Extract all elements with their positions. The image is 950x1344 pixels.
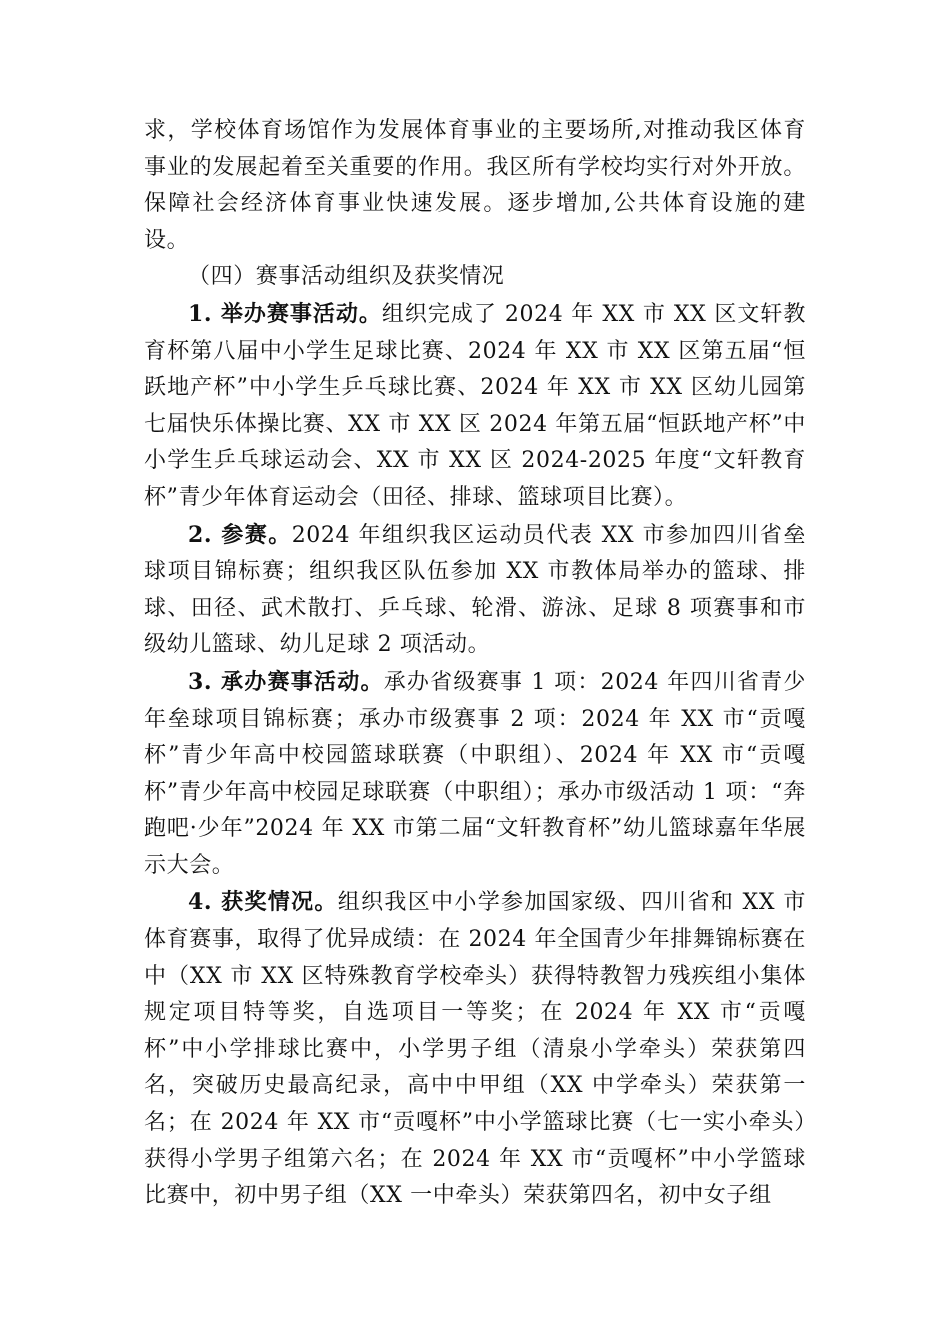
document-body <box>144 113 806 1215</box>
item-1-lead: 1. 举办赛事活动。 <box>188 300 382 327</box>
item-4-body: 组织我区中小学参加国家级、四川省和 XX 市体育赛事，取得了优异成绩：在 2024 年全国青少年排舞锦标赛在中（XX 市 XX 区特殊教育学校牵头）获得特教智力残疾组小集体规定项目特等奖，自选项目一等奖；在 2024 年 XX 市“贡嘎杯”中小学排球比赛中，小学男子组（清泉小学牵头）荣获第四名，突破历史最高纪录，高中中甲组（XX 中学牵头）荣获第一名；在 2024 年 XX 市“贡嘎杯”中小学篮球比赛（七一实小牵头）获得小学男子组第六名；在 2024 年 XX 市“贡嘎杯”中小学篮球比赛中，初中男子组（XX 一中牵头）荣获第四名，初中女子组 <box>144 890 806 1209</box>
item-3-body: 承办省级赛事 1 项：2024 年四川省青少年垒球项目锦标赛；承办市级赛事 2 项：2024 年 XX 市“贡嘎杯”青少年高中校园篮球联赛（中职组）、2024 年 XX 市“贡嘎杯”青少年高中校园足球联赛（中职组）；承办市级活动 1 项：“奔跑吧·少年”2024 年 XX 市第二届“文轩教育杯”幼儿篮球嘉年华展示大会。 <box>144 669 806 878</box>
item-2-paragraph <box>144 517 806 664</box>
item-4-lead: 4. 获奖情况。 <box>188 889 338 916</box>
item-4-paragraph <box>144 884 806 1214</box>
intro-paragraph: 求，学校体育场馆作为发展体育事业的主要场所,对推动我区体育事业的发展起着至关重要的作用。我区所有学校均实行对外开放。保障社会经济体育事业快速发展。逐步增加,公共体育设施的建设。 <box>144 118 806 253</box>
item-1-paragraph <box>144 296 806 517</box>
item-3-paragraph <box>144 664 806 885</box>
item-2-body: 2024 年组织我区运动员代表 XX 市参加四川省垒球项目锦标赛；组织我区队伍参加 XX 市教体局举办的篮球、排球、田径、武术散打、乒乓球、轮滑、游泳、足球 8 项赛事和市级幼儿篮球、幼儿足球 2 项活动。 <box>144 522 806 658</box>
item-3-lead: 3. 承办赛事活动。 <box>188 668 384 695</box>
section-heading: （四）赛事活动组织及获奖情况 <box>188 264 505 290</box>
item-1-body: 组织完成了 2024 年 XX 市 XX 区文轩教育杯第八届中小学生足球比赛、2024 年 XX 市 XX 区第五届“恒跃地产杯”中小学生乒乓球比赛、2024 年 XX 市 XX 区幼儿园第七届快乐体操比赛、XX 市 XX 区 2024 年第五届“恒跃地产杯”中小学生乒乓球运动会、XX 市 XX 区 2024-2025 年度“文轩教育杯”青少年体育运动会（田径、排球、篮球项目比赛）。 <box>144 301 806 510</box>
item-2-lead: 2. 参赛。 <box>188 521 292 548</box>
